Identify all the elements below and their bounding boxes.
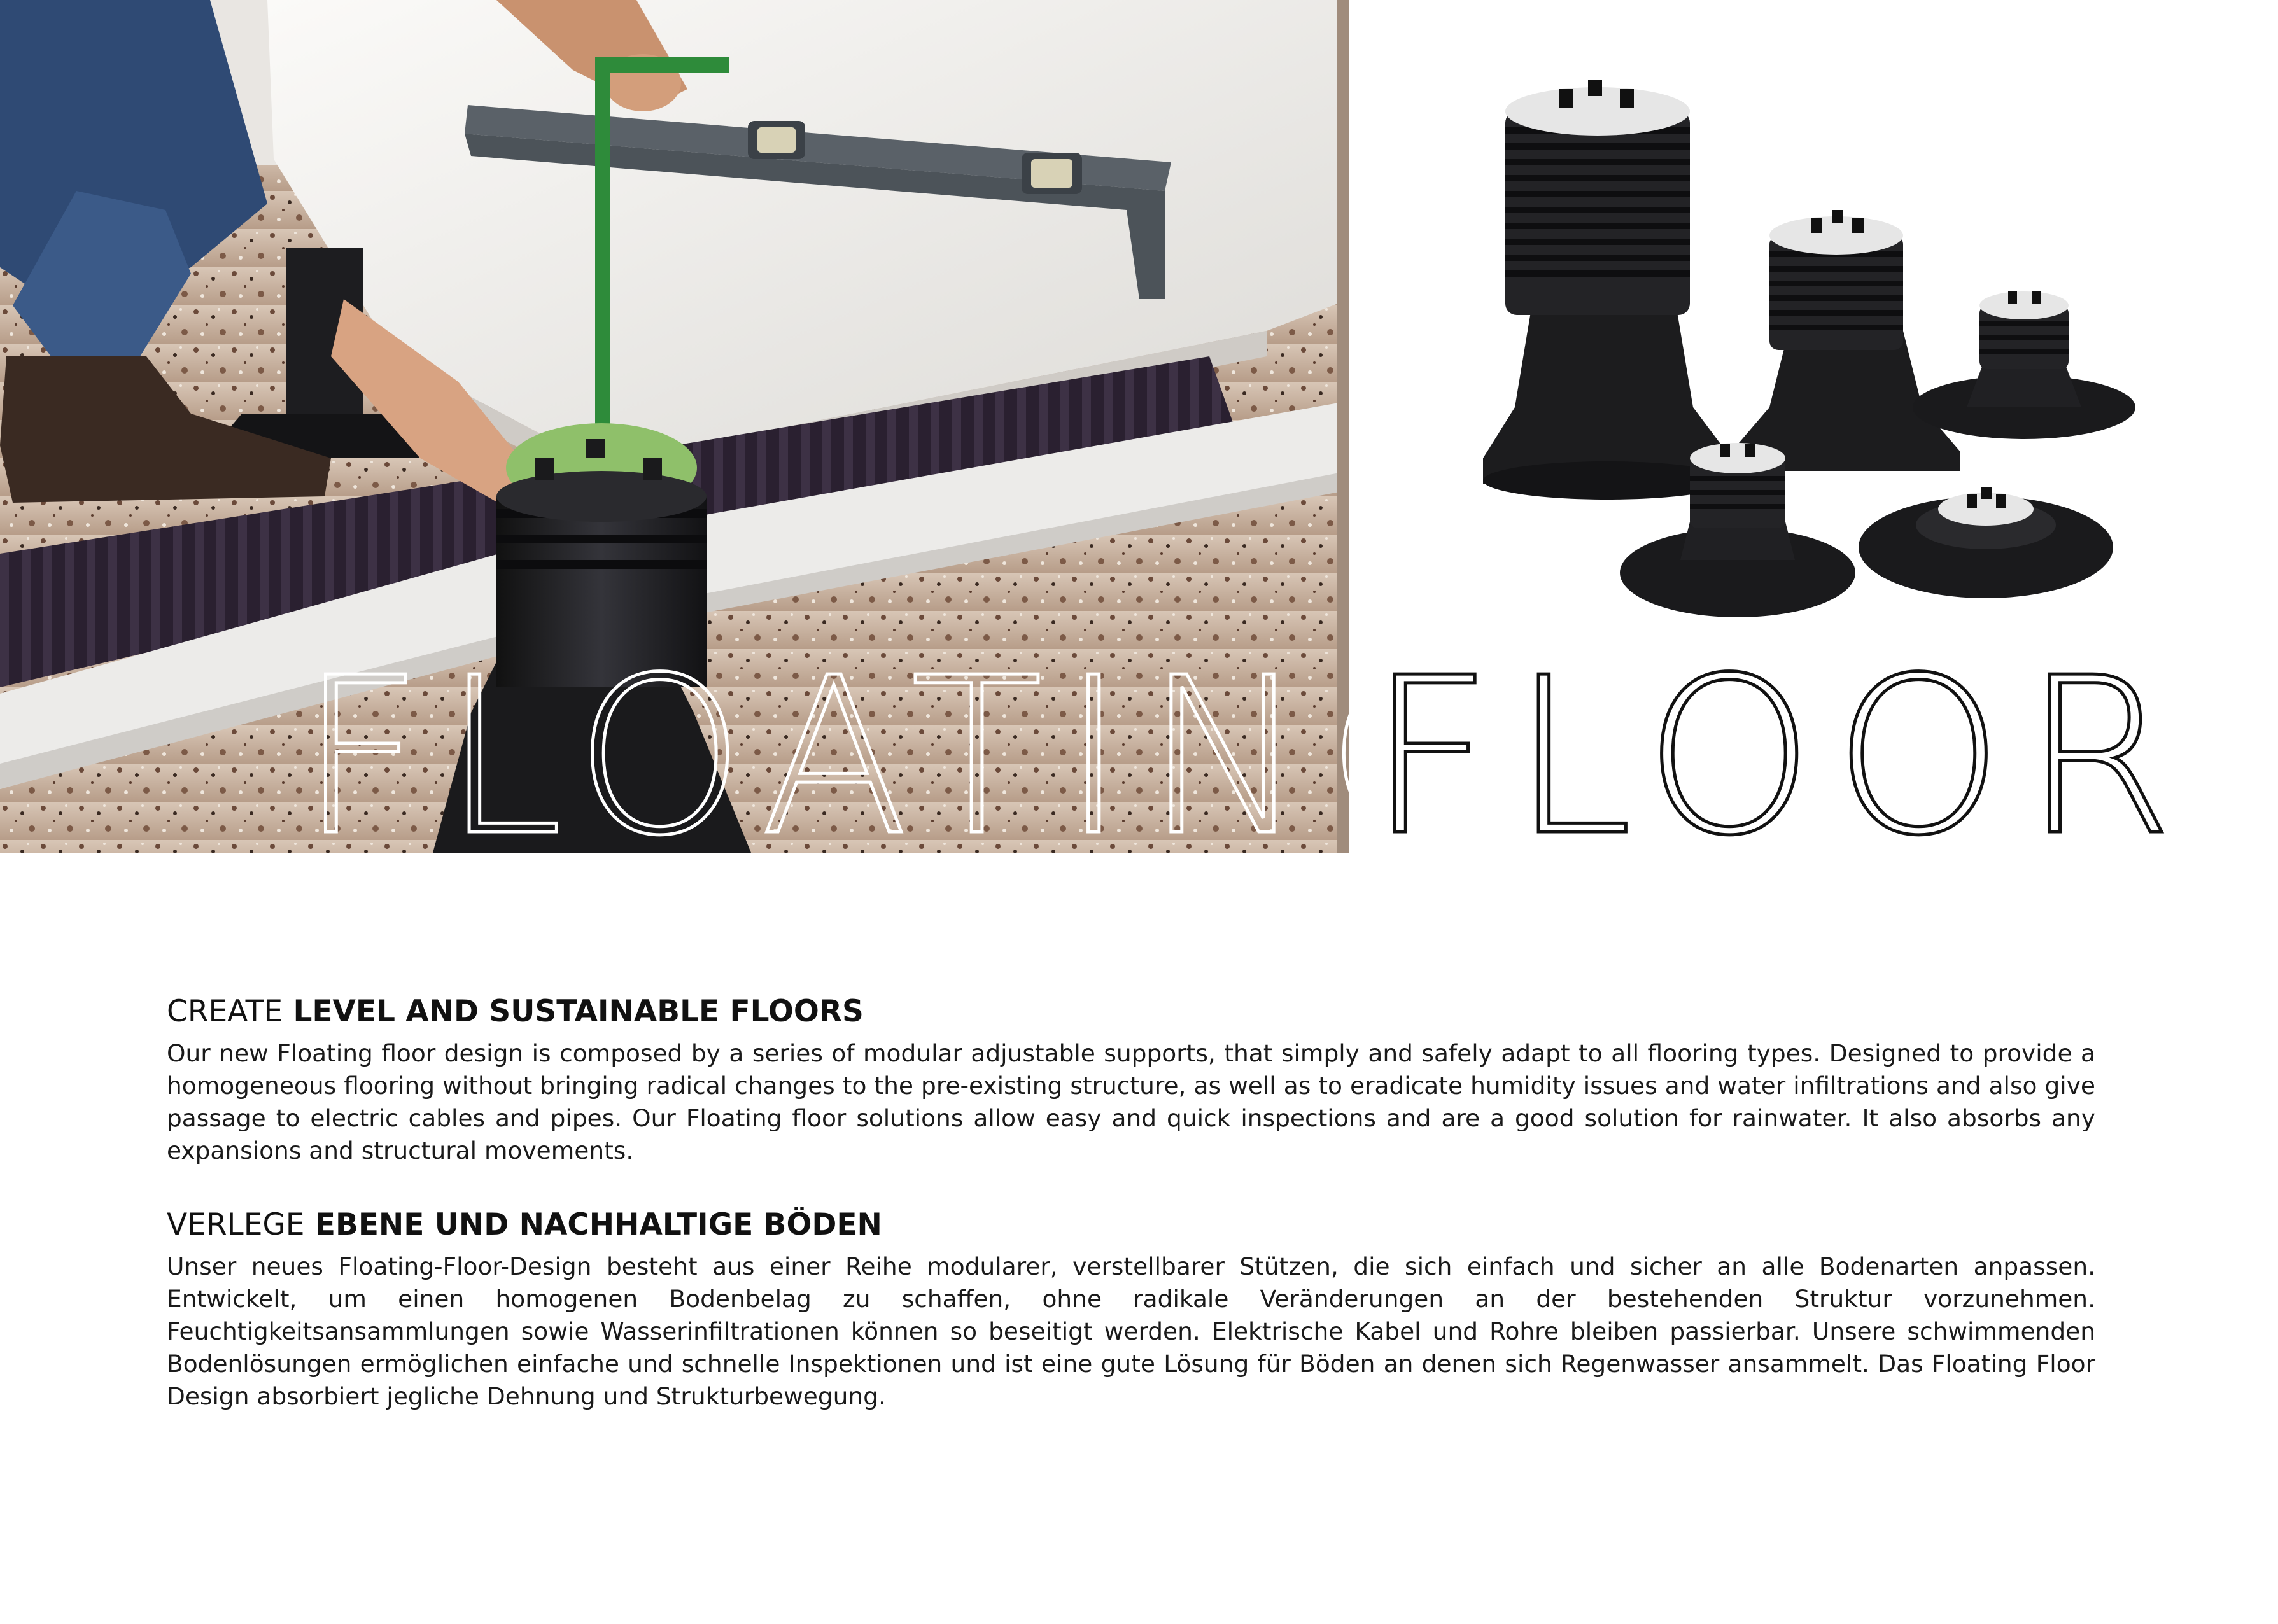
heading-bold: LEVEL AND SUSTAINABLE FLOORS	[293, 994, 864, 1029]
pedestal-flat-right	[1859, 487, 2113, 598]
pedestal-small-right	[1913, 291, 2135, 439]
section-body: Our new Floating floor design is composed by a series of modular adjustable supports, that simply and safely adapt to all flooring types. Designed to provide a homogeneous flooring without bringing radical changes to the pre-existing structure, as well as to eradicate humidity issues and water infiltrations and also give passage to electric cables and pipes. Our Floating floor solutions allow easy and quick inspections and are a good solution for rainwater. It also absorbs any expansions and structural movements.	[167, 1039, 2095, 1165]
section-heading	[167, 1206, 2095, 1244]
installation-photo	[0, 0, 1349, 853]
heading-bold: EBENE UND NACHHALTIGE BÖDEN	[314, 1207, 882, 1242]
headline-word-floor: FLOOR	[1368, 631, 2193, 883]
section-body: Unser neues Floating-Floor-Design besteht aus einer Reihe modularer, verstellbarer Stützen, die sich einfach und sicher an alle Bodenarten anpassen. Entwickelt, um einen homogenen Bodenbelag zu schaffen, ohne radikale Veränderungen an der bestehenden Struktur vorzunehmen. Feuchtigkeitsansammlungen sowie Wasserinfiltrationen können so beseitigt werden. Elektrische Kabel und Rohre bleiben passierbar. Unsere schwimmenden Bodenlösungen ermöglichen einfache und schnelle Inspektionen und ist eine gute Lösung für Böden an denen sich Regenwasser ansammelt. Das Floating Floor Design absorbiert jegliche Dehnung und Strukturbewegung.	[167, 1252, 2095, 1410]
section-heading	[167, 993, 2095, 1031]
pedestal-tall	[1483, 80, 1731, 500]
products-photo	[1464, 51, 2196, 649]
section-english	[167, 993, 2095, 1167]
section-german	[167, 1206, 2095, 1413]
heading-light: CREATE	[167, 994, 283, 1029]
pedestal-medium	[1731, 210, 1960, 471]
heading-light: VERLEGE	[167, 1207, 305, 1242]
